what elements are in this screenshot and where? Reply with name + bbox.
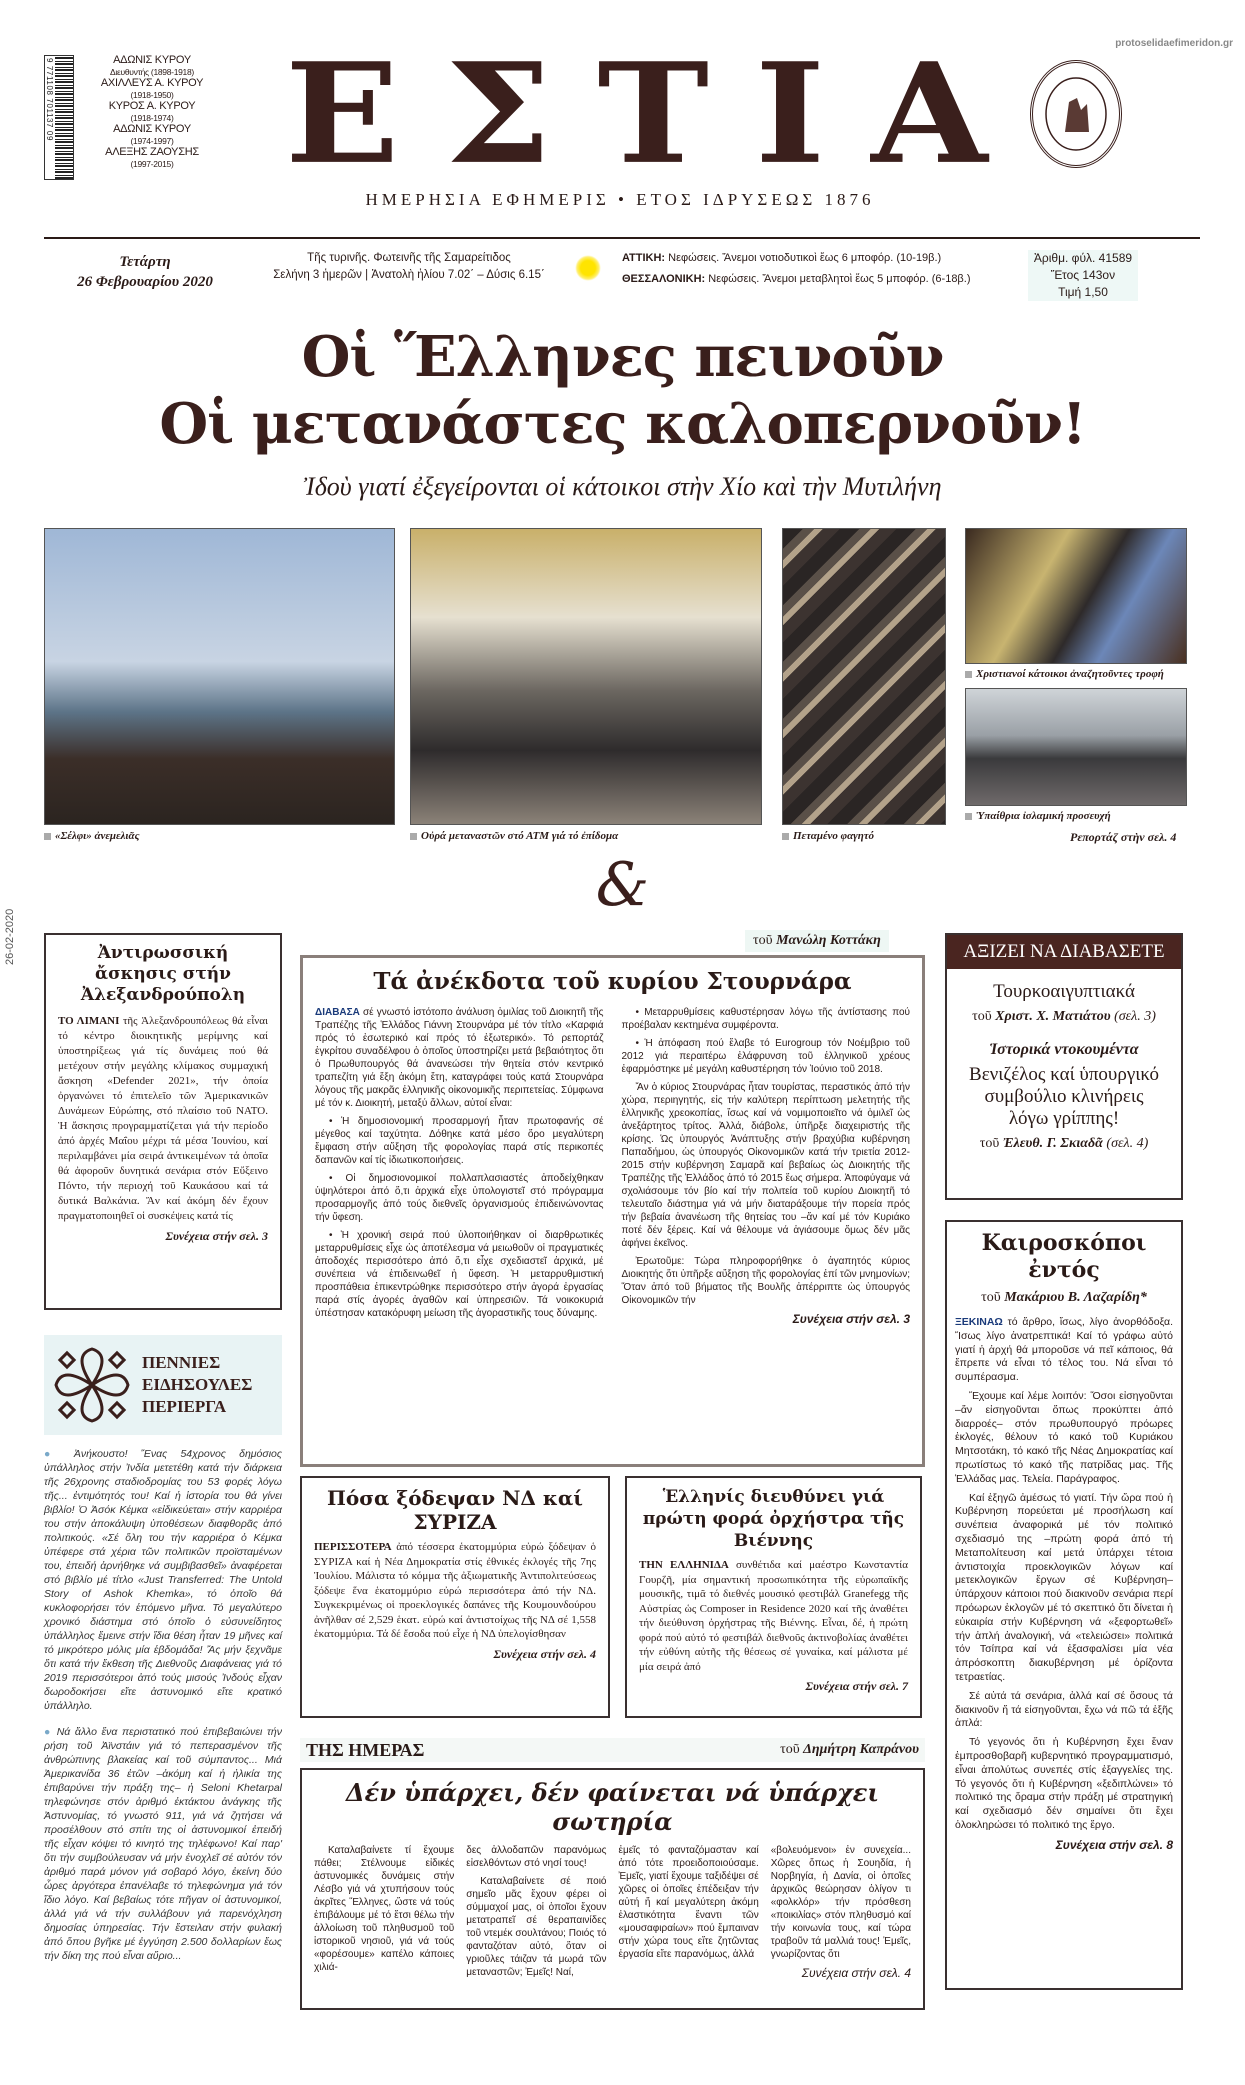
caption: [44, 830, 139, 842]
column: [315, 1006, 604, 1326]
byline-prefix: τοῦ: [981, 1290, 1001, 1305]
article-body: [58, 1014, 268, 1224]
report-link[interactable]: Ρεπορτάζ στὴν σελ. 4: [1070, 830, 1177, 844]
paragraph: Καί ἐξηγῶ ἀμέσως τό γιατί. Τήν ὥρα πού ἡ Κυβέρνηση πορεύεται μέ προσήλωση καί συνέπεια ἀναφορικά μέ τόν πολιτικό σχεδιασμό της –πρώτη φορά ἀπό τή Μεταπολίτευση καί μετά ὑπάρχει τέτοια ἀντιστοιχία προεκλογικῶν λόγων καί μετεκλογικῶν ἔργων σέ Κυβέρνηση– ὑπάρχουν κάποιοι πού διακινοῦν σενάρια περί πρόωρων ἐκλογῶν μέ τό σκεπτικό ὅτι δίνεται ἡ εὐκαιρία στήν Κυβέρνηση νά «ξεφορτωθεῖ» τήν ἁπλή ἀναλογική, νά «τελειώσει» πολιτικά τόν Τσίπρα καί νά ἐξασφαλίσει μία νέα ἀπρόσκοπτη διακυβέρνηση μέ ὁρίζοντα τετραετίας.: [955, 1491, 1173, 1683]
calendar-info: [250, 250, 568, 284]
saints-day: Τῆς τυρινῆς. Φωτεινῆς τῆς Σαμαρείτιδος: [307, 252, 511, 264]
article-alexandroupoli: [44, 933, 282, 1310]
column: [314, 1844, 454, 1984]
caption-text: «Σέλφι» ἀνεμελιᾶς: [55, 830, 140, 842]
caption: [782, 830, 874, 842]
article-body: [314, 1844, 911, 1984]
paragraph: τό ἄρθρο, ἴσως, λίγο ἀνορθόδοξα. Ἴσως λίγο ἀνατρεπτικά! Καί τό γράφω αὐτό γιατί ἡ ἀρχή θά μποροῦσε νά πεῖ κάποιος, θά ἔπρεπε νά εἶναι τό τέλος του. Νά εἶναι τό συμπέρασμα.: [955, 1316, 1173, 1384]
article-body: [314, 1540, 596, 1642]
ampersand: &: [595, 850, 650, 920]
column-label: ΤΗΣ ΗΜΕΡΑΣ: [306, 1739, 425, 1760]
byline-prefix: τοῦ: [979, 1136, 1000, 1151]
paragraph: Καταλαβαίνετε τί ἔχουμε πάθει; Στέλνουμε εἰδικές ἀστυνομικές δυνάμεις στήν Λέσβο γιά νά χτυπήσουν τούς ἀκρῖτες Ἕλληνες, ὥστε νά τούς ἐπιβάλουμε μέ τό ἔτσι θέλω τήν ἀλλοίωση τοῦ πληθυσμοῦ τοῦ ἱστορικοῦ νησιοῦ, γιά νά τούς «φορέσουμε» καπέλο κάποιες χιλιά-: [314, 1845, 455, 1973]
byline-prefix: τοῦ: [780, 1742, 800, 1757]
lead-word: ΞΕΚΙΝΑΩ: [955, 1316, 1003, 1328]
byline: [780, 1742, 919, 1758]
article-vienna-orchestra: [625, 1476, 922, 1718]
header-line: ΠΕΡΙΕΡΓΑ: [142, 1397, 227, 1416]
bullet-icon: ●: [44, 1448, 61, 1460]
page-ref: (σελ. 3): [1114, 1009, 1156, 1024]
paragraph: Σέ αὐτά τά σενάρια, ἀλλά καί σέ ὅσους τά διακινοῦν ἤ τά εἰσηγοῦνται, ἔχω νά πῶ τά ἑξῆς ἁπλά:: [955, 1689, 1173, 1730]
body-text: τῆς Ἀλεξανδρουπόλεως θά εἶναι τό κέντρο διοικητικῆς μερίμνης καί ὑποστηρίξεως γιά τίς δυνάμεις πού θά μετέχουν στήν μεγάλης κλίμακος συμμαχική ἄσκηση «Defender 2021», τήν ὁποία ὀργανώνει τό ἐπιτελεῖο τῶν Ἀμερικανικῶν Δυνάμεων Εὐρώπης, στό πλαίσιο τοῦ ΝΑΤΟ. Ἡ ἄσκησις προγραμματίζεται γιά τήν περίοδο ἀπό ἀρχές Μαΐου μέχρι τά μέσα Ἰουνίου, καί περιλαμβάνει μία σειρά ἀντικειμένων τά ὁποῖα θά ἀφοροῦν δυνητικά σενάρια στόν Εὔξεινο Πόντο, τήν περιοχή τοῦ Καυκάσου καί τά δυτικά Βαλκάνια. Ἄν καί ἀκόμη δέν ἔχουν πραγματοποιηθεῖ οἱ συσκέψεις κατά τίς: [58, 1015, 268, 1222]
founders-box: [44, 55, 224, 180]
column: [771, 1844, 911, 1984]
barcode-digits: [45, 56, 55, 179]
watermark: protoselidaefimeridon.gr: [1115, 38, 1233, 49]
bullet-icon: [965, 813, 972, 820]
byline-prefix: τοῦ: [972, 1009, 992, 1024]
issue-year: Ἔτος 143ον: [1050, 268, 1116, 282]
item-text: Ἀνήκουστο! Ἕνας 54χρονος δημόσιος ὑπάλληλος στήν Ἰνδία μετετέθη κατά τήν διάρκεια τῆς 26χρονης σταδιοδρομίας του 53 φορές λόγω τῆς... ἐντιμότητός του! Καί ἡ ἱστορία του θά γίνει βιβλίο! Ὁ Ἀσόκ Κέμκα «εἰδικεύεται» στήν καρριέρα του στήν ἀποκάλυψη ὑποθέσεων διαφθορᾶς ἀπό πολιτικούς. «Σέ ὅλη του τήν καρριέρα ὁ Κέμκα ὑπέφερε στά χέρια τῶν πολιτικῶν προϊσταμένων του, ἐπειδή ἀρνήθηκε νά συμβιβασθεῖ» ἀναφέρεται στό βιβλίο μέ τίτλο «Just Transferred: The Untold Story of Ashok Khemka», τό ὁποῖο θά κυκλοφορήσει τόν ἑπόμενο μῆνα. Τό μεγαλύτερο χρονικό διάστημα στό ὁποῖο ὁ εὐσυνείδητος ὑπάλληλος ἔμεινε στήν ἴδια θέση ἦταν 19 μῆνες καί τό μικρότερο μόλις μία ἑβδομάδα! Ἄς μήν ξεχνᾶμε ὅτι κατά τήν ἔκθεση τῆς Διεθνοῦς Διαφάνειας γιά τό 2019 περισσότεροι ἀπό τούς μισούς Ἰνδούς εἶχαν δωροδοκήσει εἴτε ἀστυνομικό εἴτε κρατικό ὑπάλληλο.: [44, 1448, 283, 1712]
caption: [410, 830, 618, 842]
continue-link[interactable]: Συνέχεια στήν σελ. 4: [801, 1966, 911, 1980]
column: [622, 1006, 911, 1326]
paragraph: Ἄν ὁ κύριος Στουρνάρας ἦταν τουρίστας, περαστικός ἀπό τήν χώρα, περιηγητής, εἰς τήν καλύτερη περίπτωση μελετητής τῆς ἑλληνικῆς χρεοκοπίας, ἴσως καί νά νομιμοποιεῖτο νά ὁμιλεῖ ὡς ἀνεξάρτητος τρίτος. Ἀλλά, διάβολε, ὑπῆρξε διαχειριστής τῆς κρίσης. Ὡς ὑπουργός Ἀνάπτυξης στήν βραχύβια κυβέρνηση Παπαδήμου, ὡς ὑπουργός Οἰκονομικῶν κατά τήν τριετία 2012-2015 στήν κυβέρνηση Σαμαρᾶ καί βεβαίως ὡς Διοικητής τῆς Τραπέζης τῆς Ἑλλάδος ἀπό τό 2015 ἕως σήμερα. Ἀποφύγαμε νά σχολιάσουμε τόν βίο καί τήν πολιτεία τοῦ κυρίου Διοικητῆ τό τελευταῖο διάστημα γιά νά μήν διαταράξουμε τήν πορεία πρός τήν βεβαία ἀνανέωση τῆς θητείας του –ἄν καί μέ τόν Κυριάκο ποτέ δέν ξέρεις. Καί νά θέλουμε νά ἁγιάσουμε ὅμως δέν μᾶς ἀφήνει ἐκεῖνος.: [621, 1082, 910, 1249]
link-title[interactable]: Τουρκοαιγυπτιακά: [993, 981, 1135, 1002]
article-body: [955, 1316, 1173, 1833]
bullet-icon: [410, 833, 417, 840]
paragraph: • Μεταρρυθμίσεις καθυστέρησαν λόγω τῆς ἀντίστασης πού προέβαλαν κεκτημένα συμφέροντα.: [621, 1007, 910, 1031]
author: Χριστ. Χ. Ματιάτου: [995, 1009, 1111, 1024]
photo-christians-food: [965, 528, 1187, 664]
continue-link[interactable]: Συνέχεια στήν σελ. 3: [792, 1312, 910, 1326]
caption-text: Πεταμένο φαγητό: [793, 830, 875, 842]
page-ref: (σελ. 4): [1106, 1136, 1149, 1151]
paragraph: Ἔχουμε καί λέμε λοιπόν: Ὅσοι εἰσηγοῦνται –ἄν εἰσηγοῦνται ὅπως προκύπτει ἀπό διαρροές– στόν πρωθυπουργό πρόωρες ἐκλογές, θέλουν τό κακό τοῦ Κυριάκου Μητσοτάκη, τό κακό τῆς Νέας Δημοκρατίας καί πρωτίστως τό κακό τῆς πατρίδας μας. Τῆς Ἑλλάδας μας. Τελεία. Παράγραφος.: [955, 1389, 1173, 1485]
paragraph: ἐμεῖς τό φανταζόμασταν καί ἀπό τότε προειδοποιούσαμε. Ἐμεῖς, γιατί ἔχουμε ταξιδέψει σέ χῶρες οἱ ὁποῖες ἐπέδειξαν τήν αὐτή ἤ καί μεγαλύτερη ἀκόμη ἐλαστικότητα ἔναντι τῶν «μουσαφιραίων» πού ἔμπαιναν στήν χώρα τους εἴτε ζητῶντας ἐργασία εἴτε παρανόμως, ἀλλά: [618, 1845, 759, 1960]
paragraph: Καταλαβαίνετε σέ ποιό σημεῖο μᾶς ἔχουν φέρει οἱ σύμμαχοί μας, οἱ ὁποῖοι ἔχουν μετατραπεῖ σέ θεραπαινίδες τοῦ ντεμέκ σουλτάνου; Ποιός τό φανταζόταν αὐτό, ὅταν οἱ γριοῦλες τάιζαν τά μωρά τῶν μεταναστῶν; Ἐμεῖς! Ναί,: [466, 1876, 607, 1978]
caption-text: Ὑπαίθρια ἰσλαμική προσευχή: [976, 810, 1111, 822]
byline: [947, 1009, 1181, 1025]
newspaper-logo: ΕΣΤΙΑ: [285, 33, 1034, 195]
founder-years: (1918-1950): [130, 89, 174, 100]
paragraph: • Ἡ δημοσιονομική προσαρμογή ἦταν πρωτοφανής σέ μέγεθος καί ταχύτητα. Δόθηκε κατά μέσο ὅρο μεγαλύτερη ἔμφαση στήν αὔξηση τῆς φορολογίας παρά στίς περικοπές δαπανῶν καί τίς ἰδιωτικοποιήσεις.: [315, 1116, 604, 1166]
founder-name: ΑΧΙΛΛΕΥΣ Α. ΚΥΡΟΥ: [100, 77, 204, 89]
pennies-header: [44, 1335, 282, 1435]
worth-reading-box: [945, 933, 1183, 1200]
continue-link[interactable]: Συνέχεια στήν σελ. 4: [493, 1646, 596, 1661]
pennies-items: [44, 1447, 282, 1975]
issue-info: [1028, 250, 1138, 301]
issue-date: [60, 252, 230, 292]
paragraph: σέ γνωστό ἱστότοπο ἀνάλυση ὁμιλίας τοῦ Διοικητῆ τῆς Τραπέζης τῆς Ἑλλάδος Γιάννη Στουρνάρα μέ τόν τίτλο «Καρφιά πρός τό ἐσωτερικό καί πρός τό ἐξωτερικό». Τό ρεπορτάζ ἐγκρίτου συναδέλφου ὁ ὁποῖος ὑποστηρίζει μετά βεβαιότητος ὅτι ὁ Πρωθυπουργός θά ἀνανεώσει τήν θητεία στόν κεντρικό τραπεζίτη γιά ἕξη ἀκόμη ἔτη, καταγράφει τούς κατά Στουρνάρα λόγους τῆς μακρᾶς ἑλληνικῆς οἰκονομικῆς περιπετείας. Σύμφωνα μέ τόν κ. Διοικητή, μεταξύ ἄλλων, αὐτοί εἶναι:: [315, 1007, 604, 1109]
article-party-spending: [300, 1476, 610, 1718]
lead-word: ΔΙΑΒΑΣΑ: [315, 1007, 360, 1018]
tagline: ΗΜΕΡΗΣΙΑ ΕΦΗΜΕΡΙΣ • ΕΤΟΣ ΙΔΡΥΣΕΩΣ 1876: [365, 190, 875, 209]
paragraph: Ἐρωτοῦμε: Τώρα πληροφορήθηκε ὁ ἀγαπητός κύριος Διοικητής ὅτι ὑπῆρξε αὔξηση τῆς φορολογίας ἐπί τῶν μνημονίων; Ὅταν ἀπό τοῦ βήματος τῆς Βουλῆς ἀπέρριπτε ὡς ὑπουργός Οἰκονομικῶν τήν: [621, 1256, 910, 1306]
weather-text: Νεφώσεις. Ἄνεμοι νοτιοδυτικοὶ ἕως 6 μποφόρ. (10-19β.): [668, 252, 942, 264]
article-title: Καιροσκόποι ἐντός: [981, 1230, 1147, 1283]
photo-wasted-food: [782, 528, 946, 825]
bullet-icon: [965, 671, 972, 678]
founder-years: (1997-2015): [130, 158, 174, 169]
column: [619, 1844, 759, 1984]
continue-link[interactable]: Συνέχεια στήν σελ. 8: [1055, 1837, 1173, 1852]
founder-years: (1974-1997): [130, 135, 174, 146]
barcode: [44, 55, 74, 180]
issue-number: Ἀριθμ. φύλ. 41589: [1033, 251, 1133, 265]
subheadline: Ἰδοὺ γιατί ἐξεγείρονται οἱ κάτοικοι στὴν Χίο καὶ τὴν Μυτιλήνη: [303, 472, 942, 501]
byline: [947, 1136, 1181, 1152]
article-title: Δέν ὑπάρχει, δέν φαίνεται νά ὑπάρχει σωτηρία: [346, 1778, 879, 1836]
price: Τιμή 1,50: [1058, 285, 1108, 299]
bullet-icon: [44, 833, 51, 840]
column-header: [300, 1738, 925, 1762]
paragraph: δες ἀλλοδαπῶν παρανόμως εἰσελθόντων στό νησί τους!: [466, 1845, 607, 1869]
founder-name: ΑΛΕΞΗΣ ΖΑΟΥΣΗΣ: [105, 146, 199, 158]
article-title: Πόσα ξόδεψαν ΝΔ καί ΣΥΡΙΖΑ: [327, 1486, 583, 1534]
byline-prefix: τοῦ: [753, 933, 773, 948]
bullet-icon: [782, 833, 789, 840]
caption: [965, 668, 1164, 680]
article-title: Ἀντιρωσσική ἄσκησις στήν Ἀλεξανδρούπολη: [80, 943, 246, 1005]
article-title: Ἑλληνίς διευθύνει γιά πρώτη φορά ὀρχήστρα τῆς Βιέννης: [642, 1487, 905, 1551]
weekday: Τετάρτη: [119, 254, 171, 270]
continue-link[interactable]: Συνέχεια στήν σελ. 3: [165, 1229, 268, 1243]
caption: [965, 810, 1111, 822]
ornament-icon: [52, 1345, 132, 1425]
author: Δημήτρη Καπράνου: [803, 1742, 919, 1757]
photo-prayer: [965, 688, 1187, 806]
byline: [745, 930, 889, 952]
header-line: ΠΕΝΝΙΕΣ: [142, 1353, 221, 1372]
headline-line2: Οἱ μετανάστες καλοπερνοῦν!: [159, 391, 1086, 457]
article-kairoskopoi: [945, 1220, 1183, 1990]
founders-list: [80, 55, 224, 180]
author: Μακάριου Β. Λαζαρίδη*: [1004, 1290, 1147, 1305]
link-title[interactable]: Βενιζέλος καί ὑπουργικό συμβούλιο κλινήρεις λόγω γρίππης!: [969, 1064, 1159, 1129]
founder-name: ΚΥΡΟΣ Α. ΚΥΡΟΥ: [108, 100, 196, 112]
paragraph: • Οἱ δημοσιονομικοί πολλαπλασιαστές ἀποδείχθηκαν ὑψηλότεροι ἀπό ὅ,τι ἀρχικά εἶχε ὑπολογιστεῖ στό πρόγραμμα προσαρμογῆς ἀπό τούς διεθνεῖς ὀργανισμούς ἐπιδεινώνοντας τήν ὕφεση.: [315, 1173, 604, 1223]
body-text: συνθέτιδα καί μαέστρο Κωνσταντία Γουρζῆ, μία σημαντική προσωπικότητα τῆς εὐρωπαϊκῆς μουσικῆς, τιμᾶ τό διεθνές μουσικό φεστιβάλ Granefegg τῆς Αὐστρίας ὡς Composer in Residence 2020 καί τῆς ἀναθέτει τήν διεύθυνση ὀρχήστρας τῆς Βιέννης. Εἶναι, δέ, ἡ πρώτη φορά πού αὐτό τό φεστιβάλ διεθνοῦς ἀκτινοβολίας ἀναθέτει τήν εὐθύνη αὐτῆς τῆς θέσεως σέ γυναίκα, καί μάλιστα μέ μία σειρά ἀπό: [639, 1559, 908, 1673]
item-text: Νά ἄλλο ἕνα περιστατικό πού ἐπιβεβαιώνει τήν ρήση τοῦ Ἀϊνστάιν γιά τό πεπερασμένον τῆς ἀνθρώπινης βλακείας καί τοῦ σύμπαντος... Μιά Ἀμερικανίδα 36 ἐτῶν –ἀκόμη καί ἡ ἡλικία της ἐπιβαρύνει τήν πράξη της– ἡ Seloni Khetarpal τηλεφώνησε στόν ἀριθμό ἐκτάκτου ἀνάγκης τῆς Ἀστυνομίας, τό γνωστό 911, γιά νά ζητήσει νά προσέλθουν στό σπίτι της οἱ ἀστυνομικοί ἐπειδή τῆς εἶχαν κόψει τό κινητό της τηλέφωνο! Καί παρ' ὅτι τήν συμβούλευσαν νά μήν ἐνοχλεῖ σέ αὐτόν τόν ἀριθμό παρά μόνον γιά σοβαρό λόγο, ἐκείνη δύο ὧρες ἀργότερα ἐπανέλαβε τό τηλεφώνημα γιά τόν ἴδιο λόγο. Καί βεβαίως τότε πῆγαν οἱ ἀστυνομικοί, ἀλλά γιά νά τήν συλλάβουν γιά παρενόχληση δημοσίας ὑπηρεσίας. Τήν ἔστειλαν στήν φυλακή ἀπό ὅπου βγῆκε μέ ἐγγύηση 2.500 δολλαρίων ἕως τήν δίκη της πού εἶναι αὔριο...: [44, 1726, 283, 1962]
byline: [955, 1290, 1173, 1306]
article-title: Τά ἀνέκδοτα τοῦ κυρίου Στουρνάρα: [373, 968, 852, 995]
continue-link[interactable]: Συνέχεια στήν σελ. 7: [805, 1679, 908, 1693]
masthead-rule: [44, 237, 1200, 239]
founder-name: ΑΔΩΝΙΣ ΚΥΡΟΥ: [113, 54, 191, 66]
photo-selfie: [44, 528, 395, 825]
bullet-icon: ●: [44, 1726, 53, 1738]
founder-name: ΑΔΩΝΙΣ ΚΥΡΟΥ: [113, 123, 191, 135]
paragraph: • Ἡ ἀπόφαση πού ἔλαβε τό Eurogroup τόν Νοέμβριο τοῦ 2012 γιά περαιτέρω ἐλάφρυνση τοῦ ἑλληνικοῦ χρέους ἐφαρμόστηκε μέ μεγάλη καθυστέρηση τόν Ἰούνιο τοῦ 2018.: [621, 1038, 910, 1075]
caption-text: Χριστιανοί κάτοικοι ἀναζητοῦντες τροφή: [976, 668, 1164, 680]
weather-region: ΑΤΤΙΚΗ:: [622, 252, 666, 264]
barcode-icon: [55, 56, 73, 179]
paragraph: • Ἡ χρονική σειρά πού ὑλοποιήθηκαν οἱ διαρθρωτικές μεταρρυθμίσεις εἶχε ὡς ἀποτέλεσμα νά μειωθοῦν οἱ πραγματικές ἀποδοχές περισσότερο ἀπό ὅ,τι εἶχε σχεδιαστεῖ ἀρχικά, μέ συνέπεια νά ἐπιδεινωθεῖ ἡ ὕφεση. Ἡ μεταρρυθμιστική προσπάθεια ἐπικεντρώθηκε περισσότερο στήν ἀγορά ἐργασίας παρά στίς ἀγορές ἀγαθῶν καί ὑπηρεσιῶν. Τά νοικοκυριά ὑπέστησαν κατακόρυφη μείωση τῆς ἀγοραστικῆς τους δύναμης.: [315, 1230, 604, 1319]
headline-line1: Οἱ Ἕλληνες πεινοῦν: [301, 324, 944, 390]
weather-text: Νεφώσεις. Ἄνεμοι μεταβλητοὶ ἕως 5 μποφόρ. (6-18β.): [708, 273, 971, 285]
author: Ἐλευθ. Γ. Σκιαδᾶ: [1002, 1136, 1103, 1151]
kicker: Ἱστορικά ντοκουμέντα: [989, 1041, 1139, 1058]
article-body: [639, 1558, 908, 1674]
lead-word: ΤΗΝ ΕΛΛΗΝΙΔΑ: [639, 1559, 729, 1571]
lead-word: ΠΕΡΙΣΣΟΤΕΡΑ: [314, 1541, 392, 1553]
news-item: [44, 1725, 282, 1963]
paragraph: «βολευόμενοι» ἐν συνεχεία... Χῶρες ὅπως ἡ Σουηδία, ἡ Νορβηγία, ἡ Δανία, οἱ ὁποῖες ἀρχικῶς θεώρησαν ὀλίγον τι «φολκλόρ» τήν πρόσθεση «ποικιλίας» στόν πληθυσμό καί τήν κοινωνία τους, καί τώρα τραβοῦν τά μαλλιά τους! Ἐμεῖς, γνωρίζοντας ὅτι: [770, 1845, 911, 1960]
photo-atm-queue: [410, 528, 762, 825]
body-text: ἀπό τέσσερα ἑκατομμύρια εὐρώ ξόδεψαν ὁ ΣΥΡΙΖΑ καί ἡ Νέα Δημοκρατία στίς ἐθνικές ἐκλογές τῆς 7ης Ἰουλίου. Μάλιστα τό κόμμα τῆς ἀξιωματικῆς Ἀντιπολιτεύσεως ξόδεψε ἕνα ἑκατομμύριο εὐρώ περισσότερα ἀπό τήν ΝΔ. Συγκεκριμένως οἱ προεκλογικές δαπάνες τῆς Κουμουνδούρου ἀνῆλθαν σέ 2,529 ἑκατ. εὐρώ καί ἀντιστοίχως τῆς ΝΔ σέ 1,558 ἑκατομμύρια. Τά δέ ἔσοδα πού εἶχε ἡ ΝΔ ὑπελογίσθησαν: [314, 1541, 596, 1640]
founder-years: (1918-1974): [130, 112, 174, 123]
column: [466, 1844, 606, 1984]
sun-moon: Σελήνη 3 ἡμερῶν | Ἀνατολὴ ἡλίου 7.02΄ – Δύσις 6.15΄: [273, 269, 545, 281]
seal-icon: [1030, 60, 1122, 168]
barcode-number: 9 771108 701137 09: [45, 58, 54, 142]
article-stournaras: [300, 955, 925, 1467]
news-item: [44, 1447, 282, 1713]
weather: [622, 250, 1022, 288]
date: 26 Φεβρουαρίου 2020: [77, 274, 213, 290]
weather-region: ΘΕΣΣΑΛΟΝΙΚΗ:: [622, 273, 706, 285]
section-header: ΑΞΙΖΕΙ ΝΑ ΔΙΑΒΑΣΕΤΕ: [947, 935, 1181, 969]
caption-text: Οὐρά μεταναστῶν στό ΑΤΜ γιά τό ἐπίδομα: [421, 830, 619, 842]
side-date: 26-02-2020: [4, 908, 16, 965]
founder-years: Διευθυντής (1898-1918): [110, 66, 194, 77]
article-no-salvation: [300, 1768, 925, 2010]
header-line: ΕΙΔΗΣΟΥΛΕΣ: [142, 1375, 253, 1394]
paragraph: Τό γεγονός ὅτι ἡ Κυβέρνηση ἔχει ἕναν ἐμπροσθοβαρῆ κυβερνητικό προγραμματισμό, εἶναι ἀπολύτως συνεπές στίς ἐξαγγελίες της. Τό γεγονός ὅτι ἡ Κυβέρνηση «ξεδιπλώνει» τό πολιτικό της ὅραμα στήν πράξη μέ στρατηγική καί σχεδιασμό δέν σημαίνει ὅτι ἔχει ὁλοκληρώσει τό πολιτικό της ἔργο.: [955, 1736, 1173, 1831]
author: Μανώλη Κοττάκη: [776, 933, 881, 948]
sun-icon: [575, 255, 601, 281]
lead-word: ΤΟ ΛΙΜΑΝΙ: [58, 1015, 120, 1027]
